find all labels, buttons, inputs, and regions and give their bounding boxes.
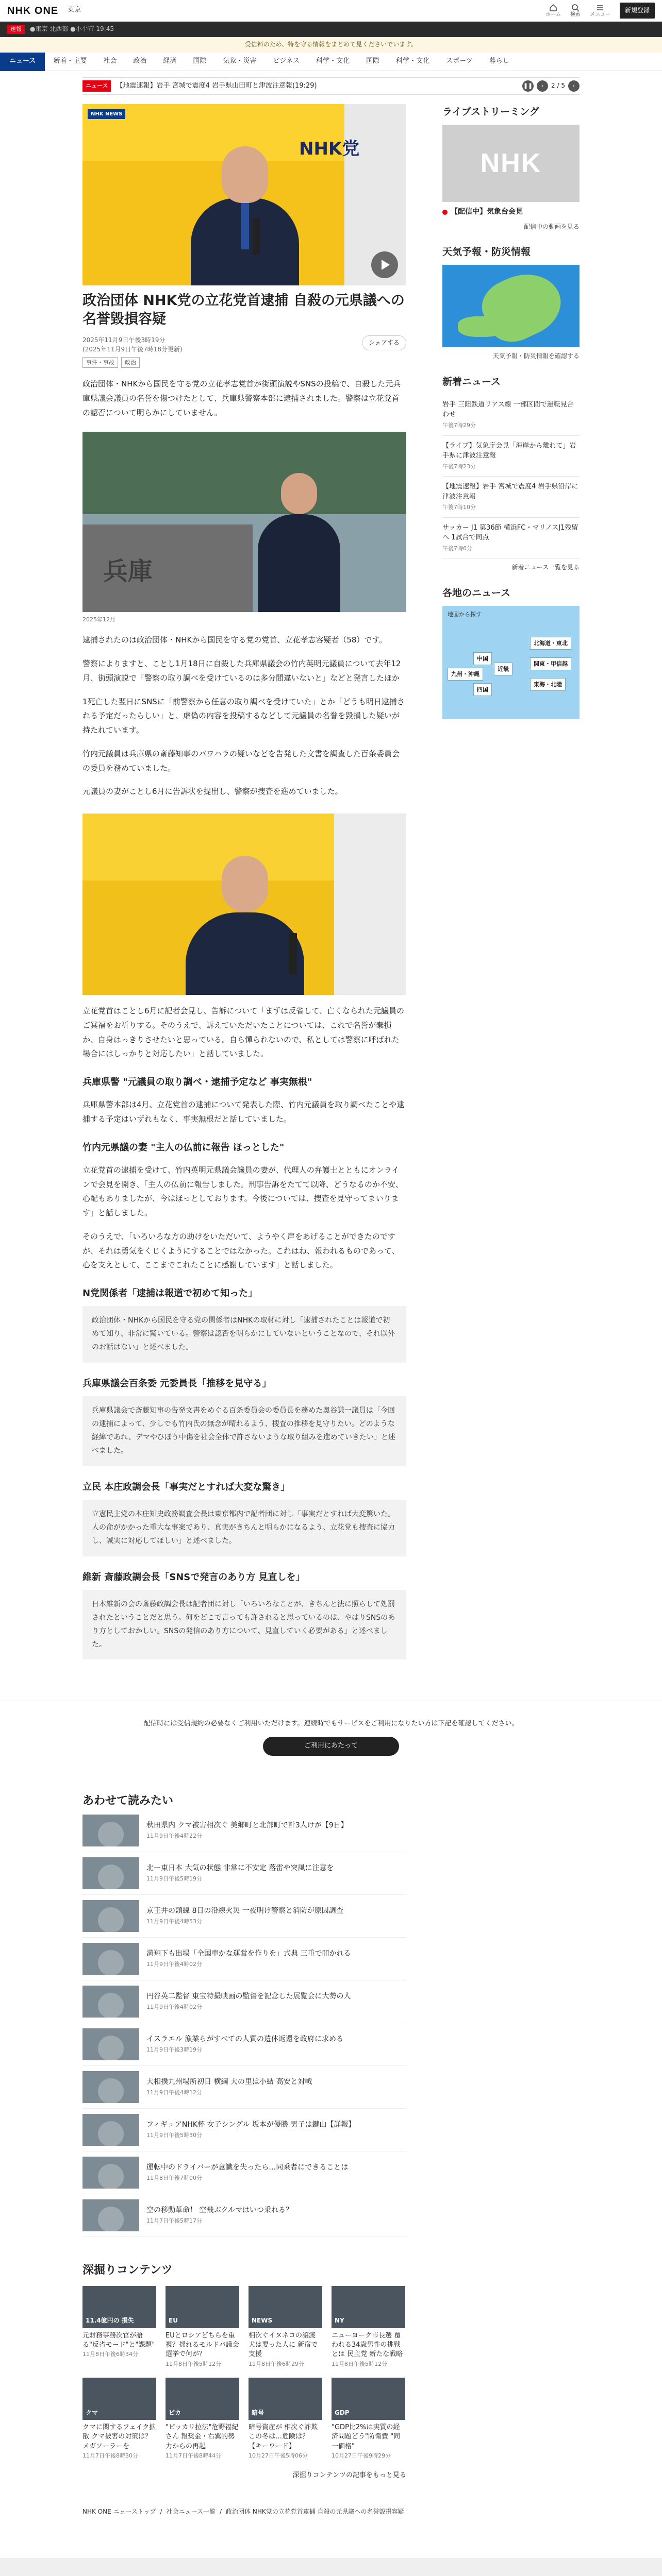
- deep-thumb: ピカ: [166, 2378, 239, 2420]
- related-thumb: [82, 1943, 139, 1975]
- breadcrumb-item[interactable]: NHK ONE ニューストップ: [82, 2508, 156, 2516]
- weather-heading: 天気予報・防災情報: [442, 246, 531, 258]
- related-date: 11月9日午後5時30分: [146, 2132, 202, 2139]
- nhk-one-logo[interactable]: NHK ONE: [7, 5, 59, 16]
- category-tab[interactable]: 科学・文化: [316, 57, 350, 65]
- category-tab[interactable]: スポーツ: [446, 57, 473, 65]
- section-heading: 兵庫県警 "元議員の取り調べ・逮捕予定など 事実無根": [82, 1077, 312, 1088]
- deep-date: 11月8日午後5時12分: [332, 2360, 387, 2367]
- cookie-text: 配信時には受信規約の必要なくご利用いただけます。連続時でもサービスをご利用になりたい方は下記を確認してください。: [143, 1720, 519, 1728]
- top-bar: [0, 0, 662, 22]
- related-item[interactable]: [82, 2151, 406, 2194]
- related-thumb: [82, 1900, 139, 1932]
- deep-thumb: NY: [332, 2286, 405, 2328]
- hero-image: [82, 104, 406, 285]
- deep-title: 元財務事務次官が語る"反省モード"と"課題": [82, 2332, 155, 2349]
- region-button[interactable]: 近畿: [494, 663, 512, 676]
- related-date: 11月9日午後5時19分: [146, 1875, 202, 1883]
- photo-caption: 2025年12月: [82, 616, 115, 623]
- news-date: 午後7時10分: [442, 504, 476, 511]
- date-updated: 2025年11月9日午後3時19分: [82, 336, 166, 344]
- news-item[interactable]: [442, 395, 580, 436]
- deep-date: 11月8日午後6時34分: [82, 2351, 138, 2358]
- related-title: 空の移動革命！ 空飛ぶクルマはいつ乗れる？: [146, 2206, 293, 2214]
- live-thumbnail: [442, 125, 580, 202]
- related-item[interactable]: [82, 2066, 406, 2109]
- page-layout: [82, 104, 580, 1659]
- news-title: サッカー J1 第36節 横浜FC・マリノスJ1残留へ 1試合で同点: [442, 523, 578, 542]
- related-thumb: [82, 2071, 139, 2103]
- deep-grid: [82, 2286, 406, 2460]
- section-heading: 兵庫県議会百条委 元委員長「推移を見守る」: [82, 1378, 272, 1389]
- deep-more-link[interactable]: 深掘りコンテンツの記事をもっと見る: [292, 2471, 406, 2480]
- register-button[interactable]: 新規登録: [620, 3, 655, 19]
- deep-title: クマに関するフェイク拡散 クマ被害の対策は？ メガソーラーを: [82, 2424, 156, 2450]
- deep-title: "GDP比2%は実質の経済問題どう"防衛費 "同一価格": [332, 2424, 401, 2450]
- related-title: 満翔下も出場「全国車かな運営を作りを」式典 三重で開かれる: [146, 1949, 351, 1958]
- notice-bar[interactable]: [0, 37, 662, 53]
- weather-map[interactable]: [442, 265, 580, 347]
- deep-date: 11月8日午後6時29分: [249, 2360, 304, 2367]
- related-date: 11月9日午後4時02分: [146, 1961, 202, 1968]
- ticker-page: 2 / 5: [551, 82, 565, 90]
- pause-icon[interactable]: ❚❚: [522, 80, 534, 92]
- section-heading: 立民 本庄政調会長「事実だとすれば大変な驚き」: [82, 1481, 290, 1493]
- sign-text: 兵庫: [103, 556, 153, 586]
- breadcrumb-item: 政治団体 NHK党の立花党首逮捕 自殺の元県議への名誉毀損容疑: [226, 2508, 404, 2516]
- deep-title: ニューヨーク市長選 覆われる34歳男性の挑戦とは 民主党 新たな戦略: [332, 2332, 403, 2359]
- section-heading: N党関係者「逮捕は報道で初めて知った」: [82, 1288, 258, 1299]
- related-item[interactable]: [82, 1852, 406, 1895]
- tag[interactable]: 事件・事故: [82, 357, 118, 368]
- news-title: 【ライブ】気象庁会見「海岸から離れて」岩手県に津波注意報: [442, 442, 576, 460]
- deep-title: EUとロシアどちらを重視？揺れるモルドバ議会選挙で何が？: [166, 2332, 239, 2359]
- nhk-logo: NHK: [480, 148, 542, 178]
- related-title: 北ー東日本 大気の状態 非常に不安定 落雷や突風に注意を: [146, 1863, 334, 1872]
- related-title: フィギュアNHK杯 女子シングル 坂本が優勝 男子は鍵山【詳報】: [146, 2120, 356, 2129]
- related-title: 秋田県内 クマ被害相次ぐ 美郷町と北部町で計3人けが【9日】: [146, 1821, 348, 1829]
- deep-date: 11月7日午後8時44分: [166, 2452, 221, 2459]
- article-dates: [82, 335, 183, 354]
- live-dot-icon: [442, 210, 448, 215]
- live-more-link[interactable]: 配信中の動画を見る: [523, 223, 580, 230]
- article-lead: 政治団体・NHKから国民を守る党の立花孝志党首が街頭演説やSNSの投稿で、自殺した元兵庫県議会議員の名誉を傷つけたとして、兵庫県警察本部に逮捕されました。警察は立花党首の認否について明らかにしていません。: [82, 379, 401, 417]
- live-heading: ライブストリーミング: [442, 106, 539, 117]
- deep-card[interactable]: [82, 2378, 156, 2460]
- related-item[interactable]: [82, 1895, 406, 1938]
- deep-dive-section: [82, 2263, 406, 2481]
- article-paragraph: 兵庫県警本部は4月、立花党首の逮捕について発表した際、竹内元議員を取り調べたことや逮捕する予定はいずれもなく、事実無根だと話していました。: [82, 1100, 405, 1124]
- article: [82, 104, 406, 1659]
- related-thumb: [82, 1857, 139, 1889]
- category-tab[interactable]: 国際: [193, 57, 207, 65]
- cookie-accept-button[interactable]: ご利用にあたって: [263, 1737, 399, 1756]
- related-item[interactable]: [82, 1938, 406, 1980]
- article-paragraph: 逮捕されたのは政治団体・NHKから国民を守る党の党首、立花孝志容疑者（58）です。: [82, 635, 387, 645]
- news-date: 午後7時6分: [442, 545, 472, 552]
- live-title-row: [442, 206, 580, 217]
- related-title: 運転中のドライバーが意識を失ったら…同乗者にできることは: [146, 2163, 349, 2172]
- deep-thumb: EU: [166, 2286, 239, 2328]
- regions-map-label: 地図から探す: [448, 611, 482, 618]
- breadcrumb: [82, 2507, 580, 2517]
- deep-card[interactable]: [332, 2286, 405, 2368]
- deep-card[interactable]: [82, 2286, 156, 2368]
- quote-box: 政治団体・NHKから国民を守る党の関係者はNHKの取材に対し「逮捕されたことは報道で初めて知り、非常に驚いている。警察は認否を明らかにしていないということなので、それ以外のお話はない」と述べました。: [82, 1306, 406, 1363]
- alert-text: ●東京 北西部 ●小平市 19:45: [30, 25, 114, 33]
- deep-title: 相次ぐイヌネコの譲渡 犬は要った人に 新宿で支援: [249, 2332, 318, 2359]
- regions-heading: 各地のニュース: [442, 587, 511, 599]
- related-date: 11月9日午後3時19分: [146, 2046, 202, 2054]
- category-tab[interactable]: 経済: [163, 57, 177, 65]
- article-paragraph: 元議員の妻がことし6月に告訴状を提出し、警察が捜査を進めていました。: [82, 787, 343, 796]
- article-photo: [82, 432, 406, 612]
- related-item[interactable]: [82, 2109, 406, 2151]
- home-icon[interactable]: [545, 4, 561, 18]
- breaking-text[interactable]: 【地震速報】岩手 宮城で震度4 岩手県山田町と津波注意報(19:29): [116, 81, 317, 90]
- news-title: 岩手 三陸鉄道リアス線 一部区間で運転見合わせ: [442, 400, 574, 419]
- category-tab[interactable]: ビジネス: [273, 57, 300, 65]
- deep-thumb: NEWS: [249, 2286, 322, 2328]
- related-heading: あわせて読みたい: [82, 1794, 174, 1808]
- news-date: 午後7時23分: [442, 463, 476, 470]
- article-paragraph: 竹内元議員は兵庫県の斎藤知事のパワハラの疑いなどを告発した文書を調査した百条委員会の委員を務めていました。: [82, 749, 400, 773]
- breaking-label: ニュース: [82, 80, 111, 92]
- section-heading: 竹内元県議の妻 "主人の仏前に報告 ほっとした": [82, 1142, 285, 1153]
- footer: [0, 2558, 662, 2576]
- deep-card[interactable]: [166, 2286, 239, 2368]
- alert-bar[interactable]: [0, 22, 662, 37]
- deep-heading: 深掘りコンテンツ: [82, 2264, 173, 2277]
- deep-title: "ピッカリ拉法"危野福紀さん 報奨金・右翼的勢力からの再起: [166, 2424, 239, 2450]
- region-button[interactable]: 四国: [473, 683, 492, 697]
- regions-map: [442, 606, 580, 719]
- next-icon[interactable]: ›: [568, 80, 580, 92]
- deep-date: 10月27日午後5時06分: [249, 2452, 308, 2459]
- date-published: (2025年11月9日午後7時18分更新): [82, 345, 183, 353]
- related-thumb: [82, 2199, 139, 2231]
- related-date: 11月9日午後4時12分: [146, 2089, 202, 2096]
- related-item[interactable]: [82, 2194, 406, 2237]
- home-label: ホーム: [545, 11, 561, 18]
- sidebar: [442, 104, 580, 1659]
- deep-thumb: 11.4億円の 損失: [82, 2286, 156, 2328]
- notice-text: 受信料のため、特を守る情報をまとめて見くださいでいます。: [244, 41, 418, 48]
- deep-card[interactable]: [332, 2378, 405, 2460]
- news-item[interactable]: [442, 518, 580, 559]
- news-item[interactable]: [442, 477, 580, 518]
- live-stream-card[interactable]: [442, 125, 580, 217]
- category-tab-news[interactable]: ニュース: [0, 53, 45, 71]
- tag[interactable]: 政治: [121, 357, 140, 368]
- article-paragraph: 立花党首の逮捕を受けて、竹内英明元県議会議員の妻が、代理人の弁護士とともにオンラインで会見を開き、「主人の仏前に報告しました。刑事告訴をたてて以降、どうなるのか不安、心配もありましたが、今はほっとしております。今後については、捜査を見守ってまいります」と話しました。: [82, 1165, 403, 1218]
- related-articles: [82, 1793, 406, 2237]
- article-title: 政治団体 NHK党の立花党首逮捕 自殺の元県議への名誉毀損容疑: [82, 293, 405, 328]
- related-date: 11月8日午後7時00分: [146, 2175, 202, 2182]
- category-tab[interactable]: 新着・主要: [53, 57, 87, 65]
- category-tab[interactable]: 暮らし: [489, 57, 509, 65]
- deep-card[interactable]: [166, 2378, 239, 2460]
- deep-date: 10月27日午後9時29分: [332, 2452, 391, 2459]
- category-tab[interactable]: 社会: [103, 57, 117, 65]
- related-thumb: [82, 2114, 139, 2146]
- related-title: 京王井の頭線 8日の沿線火災 一夜明け警察と消防が原因調査: [146, 1906, 343, 1915]
- quote-box: 日本維新の会の斎藤政調会長は記者団に対し「いろいろなことが、きちんと法に照らして処罰されたということだと思う。何をどこで言っても許されると思っているのは、やはりSNSのあり方としておかしい。SNSの発信のあり方について、見直していく必要がある」と述べました。: [82, 1590, 406, 1660]
- related-date: 11月9日午後4時02分: [146, 2004, 202, 2011]
- ticker-controls: [522, 80, 580, 92]
- related-date: 11月7日午後5時17分: [146, 2217, 202, 2225]
- related-thumb: [82, 1986, 139, 2018]
- related-thumb: [82, 2157, 139, 2189]
- article-paragraph: 警察によりますと、ことし1月18日に自殺した兵庫県議会の竹内英明元議員について去年12月、街頭演説で「警察の取り調べを受けているのは多分間違いないと」などと発言したほか: [82, 659, 401, 683]
- category-nav: [0, 53, 662, 71]
- deep-title: 暗号資産が 相次ぐ詐欺 この冬は…危険は？ 【キーワード】: [249, 2424, 318, 2450]
- menu-icon[interactable]: [590, 4, 610, 18]
- breadcrumb-item[interactable]: 社会ニュース一覧: [166, 2508, 216, 2516]
- article-paragraph: そのうえで、「いろいろな方の助けをいただいて、ようやく声をあげることができたのですが、それは勇気をくじくようにすることではなかった。これはね、報われるものであって、心を支えとして、ここまでこれたことに感謝しています」と話しました。: [82, 1231, 400, 1270]
- region-button[interactable]: 関東・甲信越: [530, 657, 571, 671]
- deep-card[interactable]: [249, 2378, 322, 2460]
- quote-box: 立憲民主党の本庄知史政務調査会長は東京都内で記者団に対し「事実だとすれば大変驚いた。人の命がかかった重大な事案であり、真実がきちんと明らかになるよう、立花党も捜査に協力し、誠実に対応してほしい」と述べました。: [82, 1500, 406, 1556]
- region-selector[interactable]: 東京: [68, 6, 81, 14]
- deep-thumb: GDP: [332, 2378, 405, 2420]
- share-button[interactable]: シェアする: [362, 335, 406, 350]
- region-button[interactable]: 北海道・東北: [530, 637, 571, 650]
- section-heading: 維新 斎藤政調会長「SNSで発言のあり方 見直しを」: [82, 1571, 305, 1583]
- live-title: 【配信中】気象台会見: [451, 208, 523, 216]
- related-date: 11月9日午後4時53分: [146, 1918, 202, 1925]
- region-button[interactable]: 東海・北陸: [530, 678, 566, 691]
- hero-video[interactable]: [82, 104, 406, 285]
- weather-more-link[interactable]: 天気予報・防災情報を確認する: [492, 352, 580, 360]
- deep-thumb: 暗号: [249, 2378, 322, 2420]
- deep-card[interactable]: [249, 2286, 322, 2368]
- region-button[interactable]: 九州・沖縄: [448, 668, 483, 681]
- play-icon[interactable]: [371, 251, 398, 278]
- breaking-news-ticker: [82, 77, 580, 95]
- news-item[interactable]: [442, 436, 580, 477]
- category-tab[interactable]: 科学・文化: [396, 57, 430, 65]
- related-title: 円谷英二監督 東宝特撮映画の監督を記念した展覧会に大勢の人: [146, 1992, 351, 2001]
- related-title: 大相撲九州場所初日 横綱 大の里は小結 高安と対戦: [146, 2077, 312, 2086]
- article-meta: [82, 335, 406, 354]
- news-heading: 新着ニュース: [442, 376, 501, 387]
- deep-thumb: クマ: [82, 2378, 156, 2420]
- menu-label: メニュー: [589, 11, 610, 18]
- news-title: 【地震速報】岩手 宮城で震度4 岩手県沿岸に津波注意報: [442, 483, 578, 501]
- article-photo-press: [82, 814, 406, 995]
- cookie-banner: [0, 1701, 662, 1773]
- category-tab[interactable]: 国際: [366, 57, 380, 65]
- nhk-news-logo: NHK NEWS: [88, 109, 125, 119]
- header-actions: [545, 3, 655, 19]
- article-paragraph: 1死亡した翌日にSNSに「前警察から任意の取り調べを受けていた」とか「どうも明日逮捕される予定だったらしい」と、虚偽の内容を投稿するなどして元議員の名誉を毀損した疑いが持たれています。: [82, 697, 405, 735]
- category-tab[interactable]: 気象・災害: [223, 57, 257, 65]
- news-more-link[interactable]: 新着ニュース一覧を見る: [511, 564, 580, 571]
- breadcrumb-separator: /: [160, 2508, 162, 2516]
- alert-tag: 速報: [7, 25, 25, 34]
- search-label: 検索: [570, 11, 581, 18]
- related-thumb: [82, 2028, 139, 2060]
- deep-date: 11月8日午後5時12分: [166, 2360, 221, 2367]
- region-button[interactable]: 中国: [473, 652, 492, 666]
- related-item[interactable]: [82, 1809, 406, 1852]
- article-tags: [82, 357, 406, 368]
- related-title: イスラエル 漁業らがすべての人質の遺体返還を政府に求める: [146, 2035, 344, 2043]
- category-tab[interactable]: 政治: [133, 57, 147, 65]
- quote-box: 兵庫県議会で斎藤知事の告発文書をめぐる百条委員会の委員長を務めた奥谷謙一議員は「今回の逮捕によって、少しでも竹内氏の無念が晴れるよう、捜査の推移を見守りたい。どのような経緯であれ、デマやひぼう中傷を社会全体で許さないような取り組みを進めていきたい」と述べました。: [82, 1396, 406, 1466]
- related-thumb: [82, 1815, 139, 1846]
- related-date: 11月9日午後4時22分: [146, 1833, 202, 1840]
- news-date: 午後7時29分: [442, 421, 476, 429]
- hero-flag-text: NHK党: [299, 139, 360, 159]
- article-paragraph: 立花党首はことし6月に記者会見し、告訴について「まずは反省して、亡くなられた元議員のご冥福をお祈りする。そのうえで、訴えていただいたことについては、これで名誉が棄損か、自身はっきりさせたいと思っている。自ら憚られないので、私としては警察に呼ばれた場合にはしっかりと対応したい」と話していました。: [82, 1006, 404, 1059]
- related-item[interactable]: [82, 1980, 406, 2023]
- breadcrumb-separator: /: [220, 2508, 222, 2516]
- search-icon[interactable]: [570, 4, 581, 18]
- deep-date: 11月7日午後8時30分: [82, 2452, 138, 2459]
- prev-icon[interactable]: ‹: [537, 80, 548, 92]
- related-item[interactable]: [82, 2023, 406, 2066]
